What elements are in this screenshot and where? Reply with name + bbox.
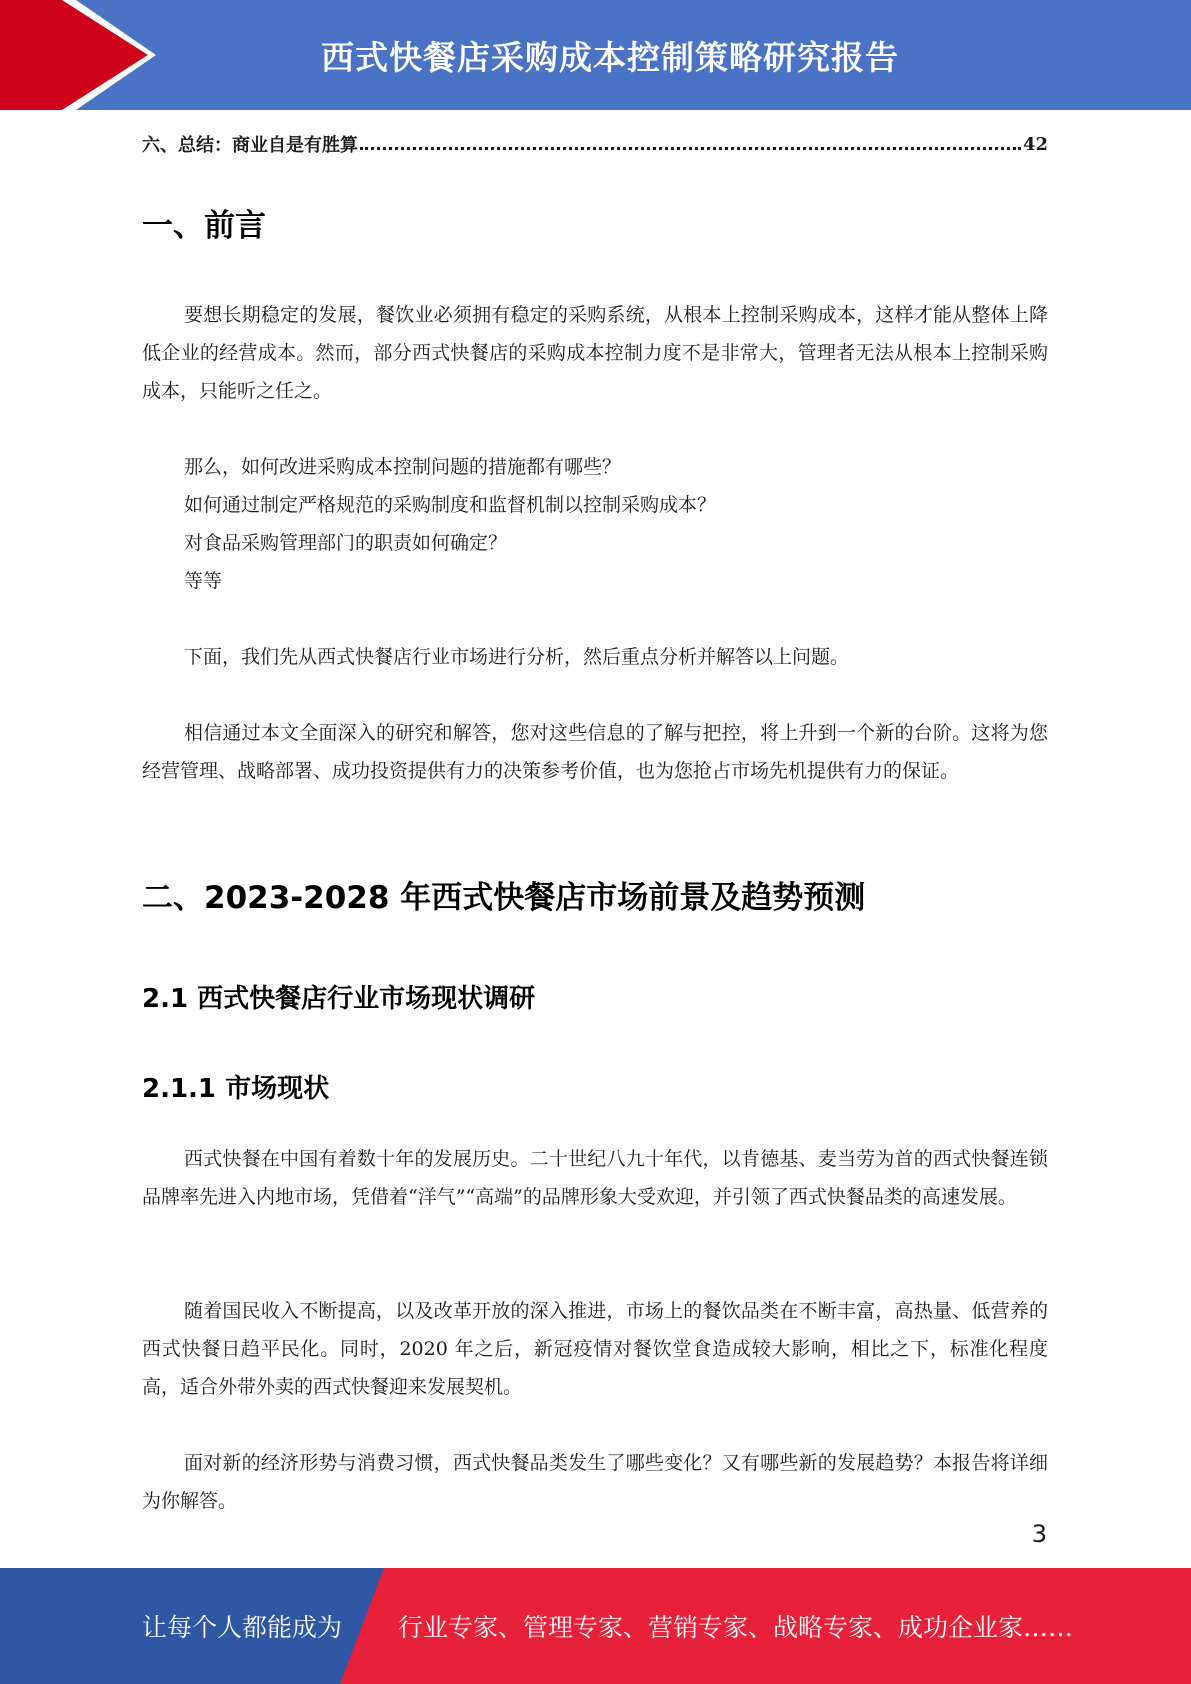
toc-leader-dots [360,133,1021,150]
report-title: 西式快餐店采购成本控制策略研究报告 [321,37,899,77]
question-line: 对食品采购管理部门的职责如何确定？ [184,532,508,554]
page-header [0,0,1191,110]
subsection-heading-2-1-1: 2.1.1 市场现状 [142,1074,330,1104]
toc-item-label: 六、总结：商业自是有胜算 [142,135,358,156]
question-line: 等等 [184,570,223,592]
section-heading-preface: 一、前言 [142,208,266,244]
toc-page-number: 42 [1022,133,1048,155]
page-number: 3 [1031,1520,1047,1548]
market-paragraph-1: 西式快餐在中国有着数十年的发展历史。二十世纪八九十年代，以肯德基、麦当劳为首的西式快餐连锁品牌率先进入内地市场，凭借着“洋气”“高端”的品牌形象大受欢迎，并引领了西式快餐品类的高速发展。 [142,1148,1048,1208]
preface-paragraph-3: 相信通过本文全面深入的研究和解答，您对这些信息的了解与把控，将上升到一个新的台阶。这将为您经营管理、战略部署、成功投资提供有力的决策参考价值，也为您抢占市场先机提供有力的保证。 [142,722,1048,782]
question-line: 那么，如何改进采购成本控制问题的措施都有哪些？ [184,456,622,478]
page-footer [0,1568,1191,1684]
toc-entry[interactable] [142,128,1048,160]
footer-slogan-right: 行业专家、管理专家、营销专家、战略专家、成功企业家…… [398,1613,1074,1642]
market-paragraph-3: 面对新的经济形势与消费习惯，西式快餐品类发生了哪些变化？又有哪些新的发展趋势？本报告将详细为你解答。 [142,1452,1048,1512]
preface-paragraph-2: 下面，我们先从西式快餐店行业市场进行分析，然后重点分析并解答以上问题。 [184,646,850,668]
section-heading-market-forecast: 二、2023-2028 年西式快餐店市场前景及趋势预测 [142,880,866,916]
preface-paragraph-1: 要想长期稳定的发展，餐饮业必须拥有稳定的采购系统，从根本上控制采购成本，这样才能从整体上降低企业的经营成本。然而，部分西式快餐店的采购成本控制力度不是非常大，管理者无法从根本上控制采购成本，只能听之任之。 [142,304,1048,402]
footer-slogan-left: 让每个人都能成为 [142,1613,343,1642]
market-paragraph-2: 随着国民收入不断提高，以及改革开放的深入推进，市场上的餐饮品类在不断丰富，高热量、低营养的西式快餐日趋平民化。同时，2020 年之后，新冠疫情对餐饮堂食造成较大影响，相比之下，标准化程度高，适合外带外卖的西式快餐迎来发展契机。 [142,1300,1048,1398]
subsection-heading-2-1: 2.1 西式快餐店行业市场现状调研 [142,984,536,1014]
question-line: 如何通过制定严格规范的采购制度和监督机制以控制采购成本？ [184,494,717,516]
